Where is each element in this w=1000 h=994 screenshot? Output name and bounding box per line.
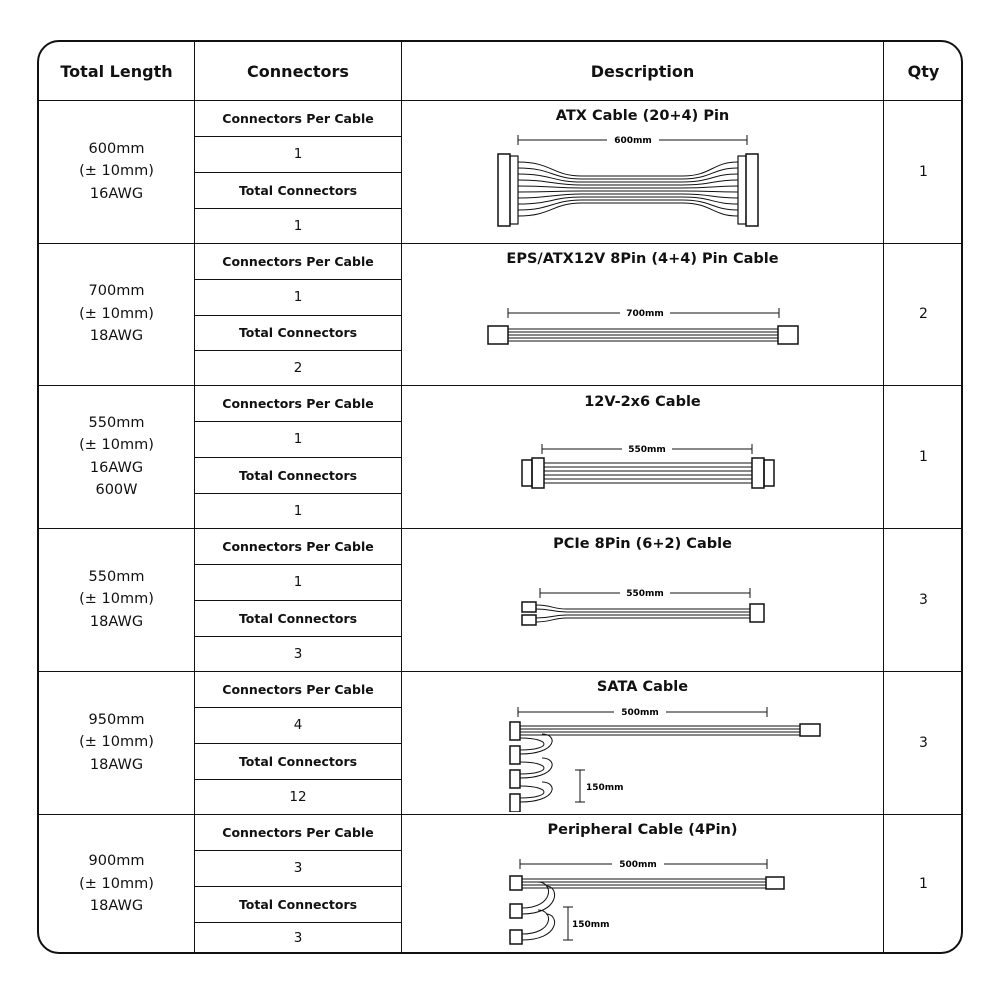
length-cell [39,243,194,385]
length-cell [39,100,194,243]
wire-gauge: 18AWG [89,756,144,773]
pcie-8pin-cable-icon [402,582,883,632]
cable-name: PCIe 8Pin (6+2) Cable [553,536,732,552]
header-connectors: Connectors [247,61,349,81]
length-cell [39,814,194,954]
total-connectors-value: 1 [293,217,303,234]
dimension-label: 700mm [626,309,664,319]
eps-8pin-cable-icon [402,302,883,352]
length-tolerance: (± 10mm) [79,305,154,322]
connectors-per-cable-value: 3 [293,860,303,876]
cable-name: Peripheral Cable (4Pin) [547,822,738,838]
qty-value: 3 [919,591,928,608]
qty-value: 3 [919,734,928,751]
total-connectors-value: 2 [293,359,303,376]
connectors-per-cable-label: Connectors Per Cable [222,824,374,840]
length-value: 600mm [88,140,145,157]
length-value: 700mm [88,283,145,300]
length-tolerance: (± 10mm) [79,591,154,608]
wire-gauge: 18AWG [89,898,144,915]
connectors-per-cable-label: Connectors Per Cable [222,395,374,411]
length-tolerance: (± 10mm) [79,163,154,180]
header-total-length: Total Length [60,61,173,81]
length-value: 550mm [88,414,145,431]
total-connectors-value: 1 [293,502,303,519]
total-connectors-label: Total Connectors [238,182,358,198]
cable-name: 12V-2x6 Cable [584,394,701,410]
total-connectors-value: 3 [293,645,303,662]
cable-name: ATX Cable (20+4) Pin [555,108,730,124]
cable-spec-table [37,40,963,954]
dimension-label: 550mm [626,589,664,599]
length-value: 550mm [88,568,145,585]
dimension-label: 500mm [619,860,657,870]
total-connectors-label: Total Connectors [238,896,358,912]
connectors-per-cable-value: 1 [293,574,303,590]
length-cell [39,385,194,528]
connectors-per-cable-value: 4 [293,717,303,733]
qty-value: 1 [919,163,928,180]
length-tolerance: (± 10mm) [79,734,154,751]
header-qty: Qty [907,61,940,81]
connectors-per-cable-label: Connectors Per Cable [222,253,374,269]
total-connectors-label: Total Connectors [238,467,358,483]
total-connectors-label: Total Connectors [238,325,358,340]
dimension-label: 150mm [572,920,610,930]
length-cell [39,671,194,814]
total-connectors-label: Total Connectors [238,753,358,769]
total-connectors-value: 3 [293,930,303,946]
power-rating: 600W [95,482,138,498]
dimension-label: 150mm [586,783,624,793]
sata-cable-icon [402,702,883,812]
header-description: Description [590,61,695,81]
connectors-per-cable-label: Connectors Per Cable [222,681,374,697]
length-tolerance: (± 10mm) [79,437,154,453]
wire-gauge: 16AWG [89,185,144,202]
qty-value: 2 [919,306,928,322]
dimension-label: 500mm [621,708,659,718]
qty-value: 1 [919,448,928,465]
atx-24pin-cable-icon [402,126,883,242]
connectors-per-cable-value: 1 [293,431,303,447]
cable-name: SATA Cable [596,679,689,695]
total-connectors-value: 12 [289,788,307,805]
total-connectors-label: Total Connectors [238,610,358,626]
wire-gauge: 16AWG [89,459,144,476]
qty-value: 1 [919,876,928,892]
wire-gauge: 18AWG [89,613,144,630]
connectors-per-cable-value: 1 [293,289,303,305]
connectors-per-cable-value: 1 [293,146,303,162]
length-cell [39,528,194,671]
dimension-label: 550mm [628,445,666,455]
cable-name: EPS/ATX12V 8Pin (4+4) Pin Cable [506,251,779,267]
12v-2x6-cable-icon [402,438,883,498]
dimension-label: 600mm [614,136,652,146]
connectors-per-cable-label: Connectors Per Cable [222,110,374,126]
length-tolerance: (± 10mm) [79,875,154,892]
connectors-per-cable-label: Connectors Per Cable [222,538,374,554]
length-value: 950mm [88,711,145,728]
wire-gauge: 18AWG [89,328,144,345]
length-value: 900mm [88,853,145,870]
peripheral-molex-cable-icon [402,854,883,949]
